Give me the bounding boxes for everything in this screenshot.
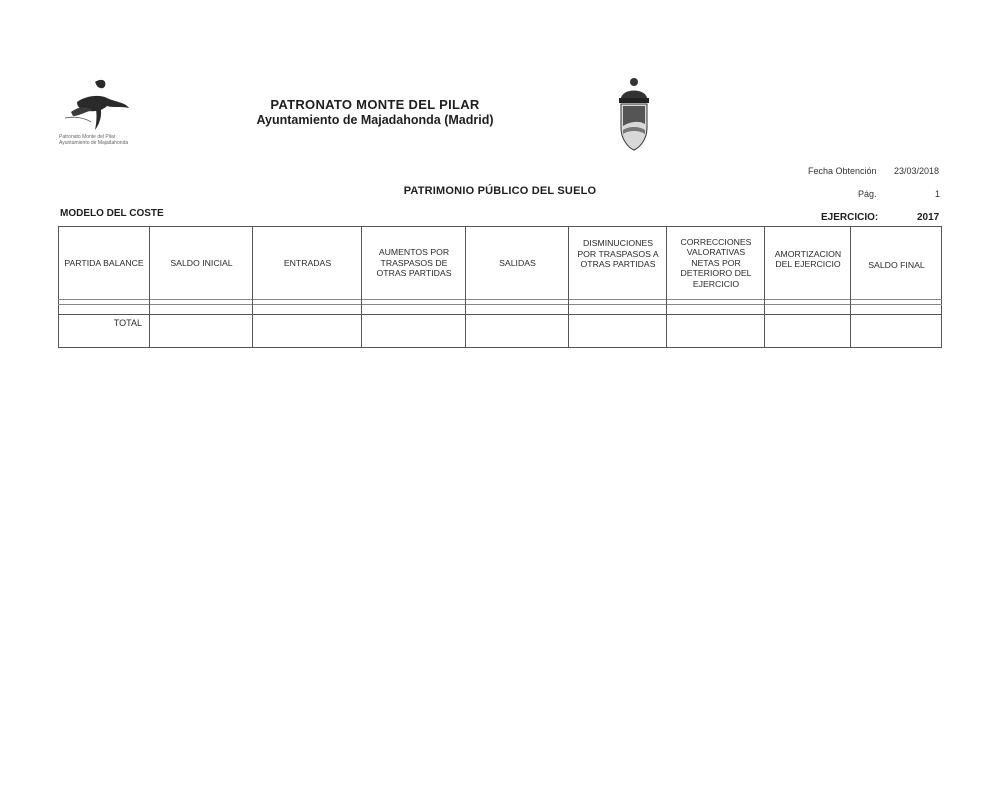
header-saldo-inicial: SALDO INICIAL bbox=[170, 257, 233, 268]
organization-title: PATRONATO MONTE DEL PILAR bbox=[270, 97, 480, 112]
cost-table bbox=[58, 226, 942, 348]
header-salidas: SALIDAS bbox=[499, 257, 536, 268]
fecha-label: Fecha Obtención bbox=[808, 166, 877, 176]
logo-caption-line2: Ayuntamiento de Majadahonda bbox=[59, 140, 129, 146]
ejercicio-label: EJERCICIO: bbox=[821, 212, 879, 223]
page-number: 1 bbox=[935, 189, 941, 199]
ejercicio-value: 2017 bbox=[917, 212, 940, 223]
header-aumentos-traspasos: AUMENTOS POR TRASPASOS DE OTRAS PARTIDAS bbox=[376, 247, 452, 279]
header-saldo-final: SALDO FINAL bbox=[868, 259, 925, 270]
header-disminuciones-traspasos: DISMINUCIONES POR TRASPASOS A OTRAS PARTIDAS bbox=[577, 238, 659, 270]
document-title: PATRIMONIO PÚBLICO DEL SUELO bbox=[403, 185, 597, 197]
header-amortizacion: AMORTIZACION DEL EJERCICIO bbox=[774, 248, 842, 269]
coat-of-arms bbox=[609, 74, 659, 154]
patronato-logo bbox=[55, 72, 145, 152]
header-partida-balance: PARTIDA BALANCE bbox=[64, 257, 144, 268]
total-row-label: TOTAL bbox=[113, 318, 142, 328]
page-label: Pág. bbox=[858, 189, 877, 199]
header-correcciones-valorativas: CORRECCIONES VALORATIVAS NETAS POR DETERIORO DEL EJERCICIO bbox=[680, 236, 752, 289]
organization-subtitle: Ayuntamiento de Majadahonda (Madrid) bbox=[256, 113, 494, 127]
model-label: MODELO DEL COSTE bbox=[60, 208, 164, 219]
coat-of-arms-icon bbox=[609, 74, 659, 154]
logo-caption-line1: Patronato Monte del Pilar bbox=[59, 134, 116, 140]
header-entradas: ENTRADAS bbox=[283, 257, 332, 268]
fecha-value: 23/03/2018 bbox=[894, 166, 940, 176]
